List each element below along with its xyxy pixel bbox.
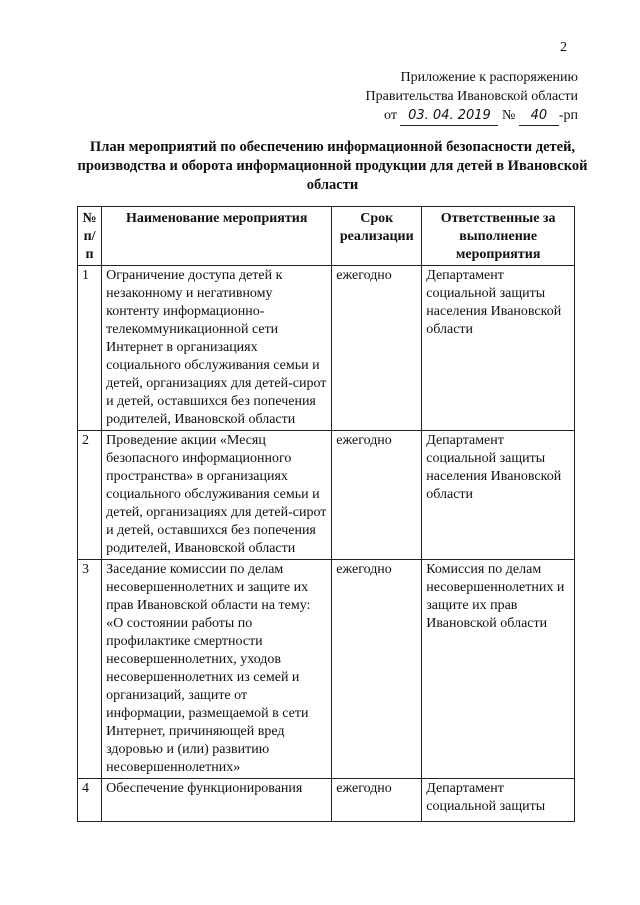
- row-term: ежегодно: [332, 266, 422, 431]
- row-name: Обеспечение функционирования: [102, 779, 332, 822]
- handwritten-date: 03. 04. 2019: [400, 106, 498, 126]
- row-num: 1: [78, 266, 102, 431]
- header-num: № п/п: [78, 207, 102, 266]
- header-resp: Ответственные за выполнение мероприятия: [422, 207, 575, 266]
- row-term: ежегодно: [332, 779, 422, 822]
- annex-line-3: [366, 106, 578, 126]
- row-resp: Департамент социальной защиты населения Ивановской области: [422, 431, 575, 560]
- row-term: ежегодно: [332, 431, 422, 560]
- page-number: 2: [560, 40, 567, 55]
- annex-line-2: Правительства Ивановской области: [365, 89, 578, 104]
- row-resp: Департамент социальной защиты населения Ивановской области: [422, 266, 575, 431]
- table-row: [78, 266, 575, 431]
- document-title: План мероприятий по обеспечению информационной безопасности детей, производства и оборота информационной продукции для детей в Ивановской области: [77, 139, 588, 193]
- row-num: 2: [78, 431, 102, 560]
- number-label: №: [501, 108, 516, 123]
- table-row: [78, 560, 575, 779]
- row-name: Ограничение доступа детей к незаконному и негативному контенту информационно-телекоммуникационной сети Интернет в организациях социального обслуживания семьи и детей, организациях для детей-сирот и детей, оставшихся без попечения родителей, Ивановской области: [102, 266, 332, 431]
- row-name: Проведение акции «Месяц безопасного информационного пространства» в организациях социального обслуживания семьи и детей, организациях для детей-сирот и детей, оставшихся без попечения родителей, Ивановской области: [102, 431, 332, 560]
- row-name: Заседание комиссии по делам несовершеннолетних и защите их прав Ивановской области на тему: «О состоянии работы по профилактике смертности несовершеннолетних, уходов несовершеннолетних из семей и организаций, защите от информации, размещаемой в сети Интернет, причиняющей вред здоровью и (или) развитию несовершеннолетних»: [102, 560, 332, 779]
- row-term: ежегодно: [332, 560, 422, 779]
- header-term: Срок реализации: [332, 207, 422, 266]
- row-resp: Комиссия по делам несовершеннолетних и защите их прав Ивановской области: [422, 560, 575, 779]
- row-resp: Департамент социальной защиты: [422, 779, 575, 822]
- row-num: 4: [78, 779, 102, 822]
- row-num: 3: [78, 560, 102, 779]
- table-row: [78, 779, 575, 822]
- table-row: [78, 431, 575, 560]
- number-suffix: -рп: [558, 108, 578, 123]
- table-header-row: [78, 207, 575, 266]
- header-name: Наименование мероприятия: [102, 207, 332, 266]
- annex-block: [366, 68, 578, 126]
- plan-table: [77, 206, 575, 822]
- annex-line-1: Приложение к распоряжению: [400, 70, 578, 85]
- handwritten-number: 40: [519, 106, 559, 126]
- from-label: от: [384, 108, 397, 123]
